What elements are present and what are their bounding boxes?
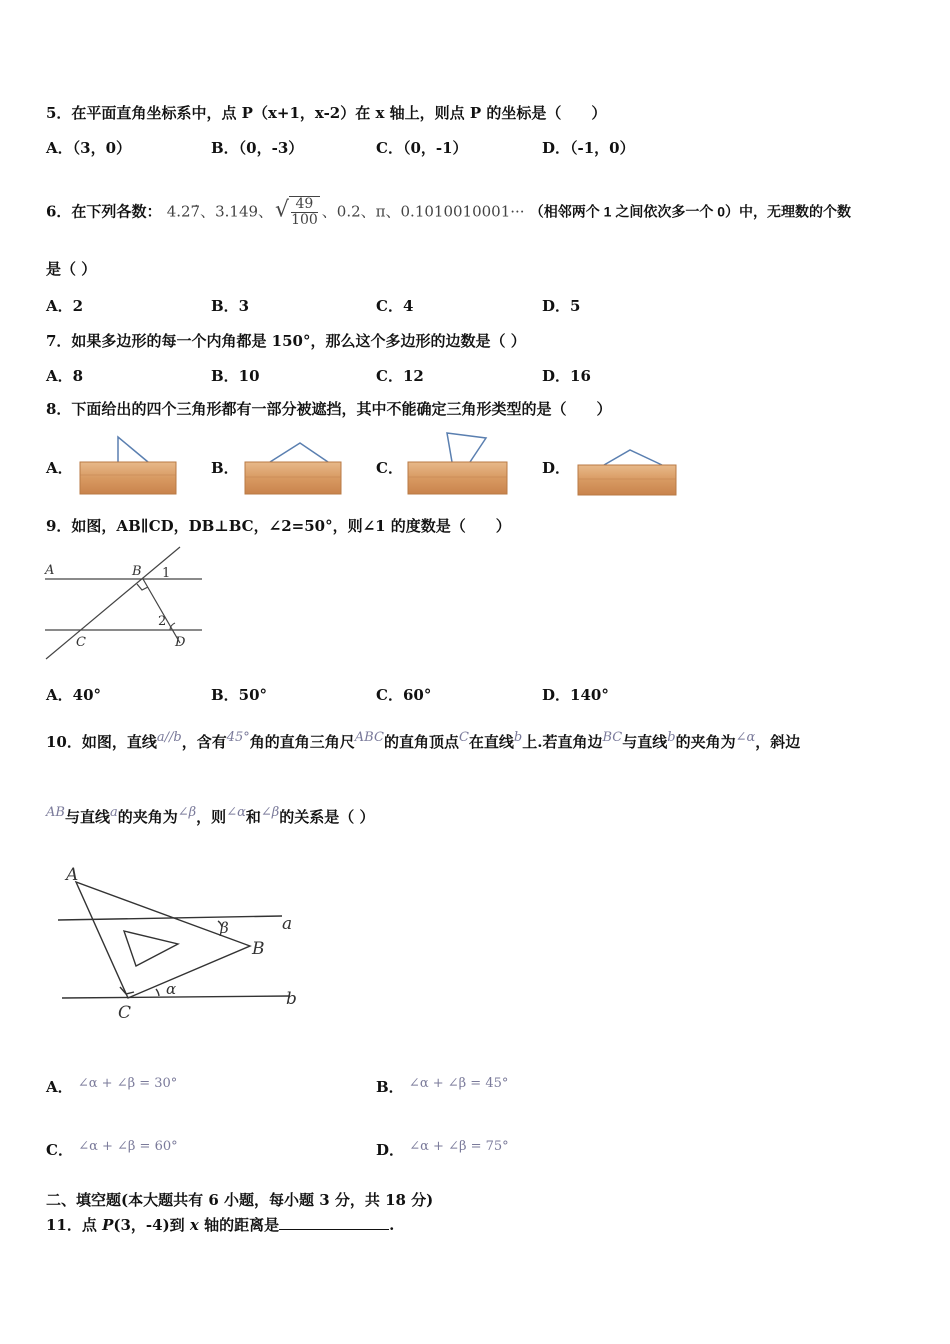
q9-option-c[interactable]: C．60° [376, 686, 432, 704]
q11-stem: 11．点 P(3，-4)到 x 轴的距离是 . [46, 1216, 395, 1234]
q6-sqrt-numerator: 49 [291, 197, 318, 213]
q6-stem [46, 196, 851, 229]
q10-label-beta: β [220, 919, 229, 937]
q10-option-a[interactable]: A． ∠α + ∠β = 30° [46, 1076, 178, 1096]
q8-figure-d [578, 450, 676, 495]
q10-label-line-b: b [286, 989, 297, 1009]
q10-label-b: B [252, 939, 265, 959]
q6-option-d[interactable]: D．5 [542, 297, 581, 315]
q8-figures [0, 425, 950, 500]
q10-option-c-eq: ∠α + ∠β = 60° [78, 1139, 178, 1154]
q8-option-c[interactable]: C． [376, 459, 403, 477]
q10-label-c: C [118, 1003, 132, 1023]
q5-option-d[interactable]: D．（-1，0） [542, 139, 635, 157]
q9-label-a: A [45, 563, 55, 578]
q8-figure-a [80, 437, 176, 494]
q10-option-d[interactable]: D． ∠α + ∠β = 75° [376, 1139, 509, 1159]
q6-stem-line2: 是（ ） [46, 260, 97, 278]
q5-option-a[interactable]: A．（3，0） [46, 139, 132, 157]
q9-label-b: B [132, 564, 142, 579]
q9-option-a[interactable]: A．40° [46, 686, 102, 704]
q5-stem: 5．在平面直角坐标系中，点 P（x+1，x-2）在 x 轴上，则点 P 的坐标是（ ） [46, 104, 607, 122]
q7-option-d[interactable]: D．16 [542, 367, 591, 385]
q8-option-d[interactable]: D． [542, 459, 571, 477]
q6-numbers-a: 4.27̇、3.149、 [166, 202, 274, 221]
q7-option-c[interactable]: C．12 [376, 367, 424, 385]
q6-numbers-b: 、0.2、π、0.1010010001··· [321, 202, 525, 221]
q8-stem: 8．下面给出的四个三角形都有一部分被遮挡，其中不能确定三角形类型的是（ ） [46, 400, 612, 418]
q9-option-d[interactable]: D．140° [542, 686, 609, 704]
q6-sqrt: √ $\frac{49}{100}$ [275, 196, 318, 229]
q10-label-a: A [66, 865, 79, 885]
q7-stem: 7．如果多边形的每一个内角都是 150°，那么这个多边形的边数是（ ） [46, 332, 526, 350]
q9-label-c: C [76, 635, 86, 650]
q7-option-b[interactable]: B．10 [211, 367, 260, 385]
q7-option-a[interactable]: A．8 [46, 367, 84, 385]
q9-label-1: 1 [162, 566, 171, 581]
q10-option-a-eq: ∠α + ∠β = 30° [77, 1076, 178, 1091]
q10-figure [50, 860, 310, 1030]
q6-option-c[interactable]: C．4 [376, 297, 414, 315]
q6-prefix: 6．在下列各数： [46, 202, 162, 221]
q6-sqrt-denominator: 100 [291, 212, 318, 229]
q8-figure-c [408, 433, 507, 494]
q8-figure-b [245, 443, 341, 494]
q9-label-2: 2 [158, 614, 167, 629]
q11-answer-blank[interactable] [279, 1215, 389, 1230]
q5-option-b[interactable]: B．（0，-3） [211, 139, 304, 157]
q9-option-b[interactable]: B．50° [211, 686, 268, 704]
section2-title: 二、填空题(本大题共有 6 小题，每小题 3 分，共 18 分) [46, 1191, 434, 1209]
q10-option-d-eq: ∠α + ∠β = 75° [409, 1139, 509, 1154]
q10-option-b[interactable]: B． ∠α + ∠β = 45° [376, 1076, 509, 1096]
q10-math-a-parallel-b: a//b [156, 730, 182, 745]
q8-option-b[interactable]: B． [211, 459, 239, 477]
q8-option-a[interactable]: A． [46, 459, 73, 477]
q9-figure [40, 545, 210, 665]
q5-option-c[interactable]: C．（0，-1） [376, 139, 468, 157]
q10-option-b-eq: ∠α + ∠β = 45° [408, 1076, 509, 1091]
q10-stem-line1: 10．如图，直线a//b，含有45°角的直角三角尺ABC的直角顶点C在直线b上.若直角边BC与直线b的夹角为∠α，斜边 [46, 730, 801, 751]
q10-option-c[interactable]: C． ∠α + ∠β = 60° [46, 1139, 178, 1159]
q6-option-a[interactable]: A．2 [46, 297, 84, 315]
q10-stem-line2: AB与直线a的夹角为∠β，则∠α和∠β的关系是（ ） [46, 805, 375, 826]
q9-label-d: D [175, 635, 186, 650]
q6-suffix: （相邻两个 1 之间依次多一个 0）中，无理数的个数 [529, 203, 852, 220]
q10-label-alpha: α [166, 980, 177, 998]
q6-option-b[interactable]: B．3 [211, 297, 250, 315]
q10-label-line-a: a [282, 914, 293, 934]
q9-stem: 9．如图，AB∥CD，DB⊥BC，∠2=50°，则∠1 的度数是（ ） [46, 517, 511, 535]
